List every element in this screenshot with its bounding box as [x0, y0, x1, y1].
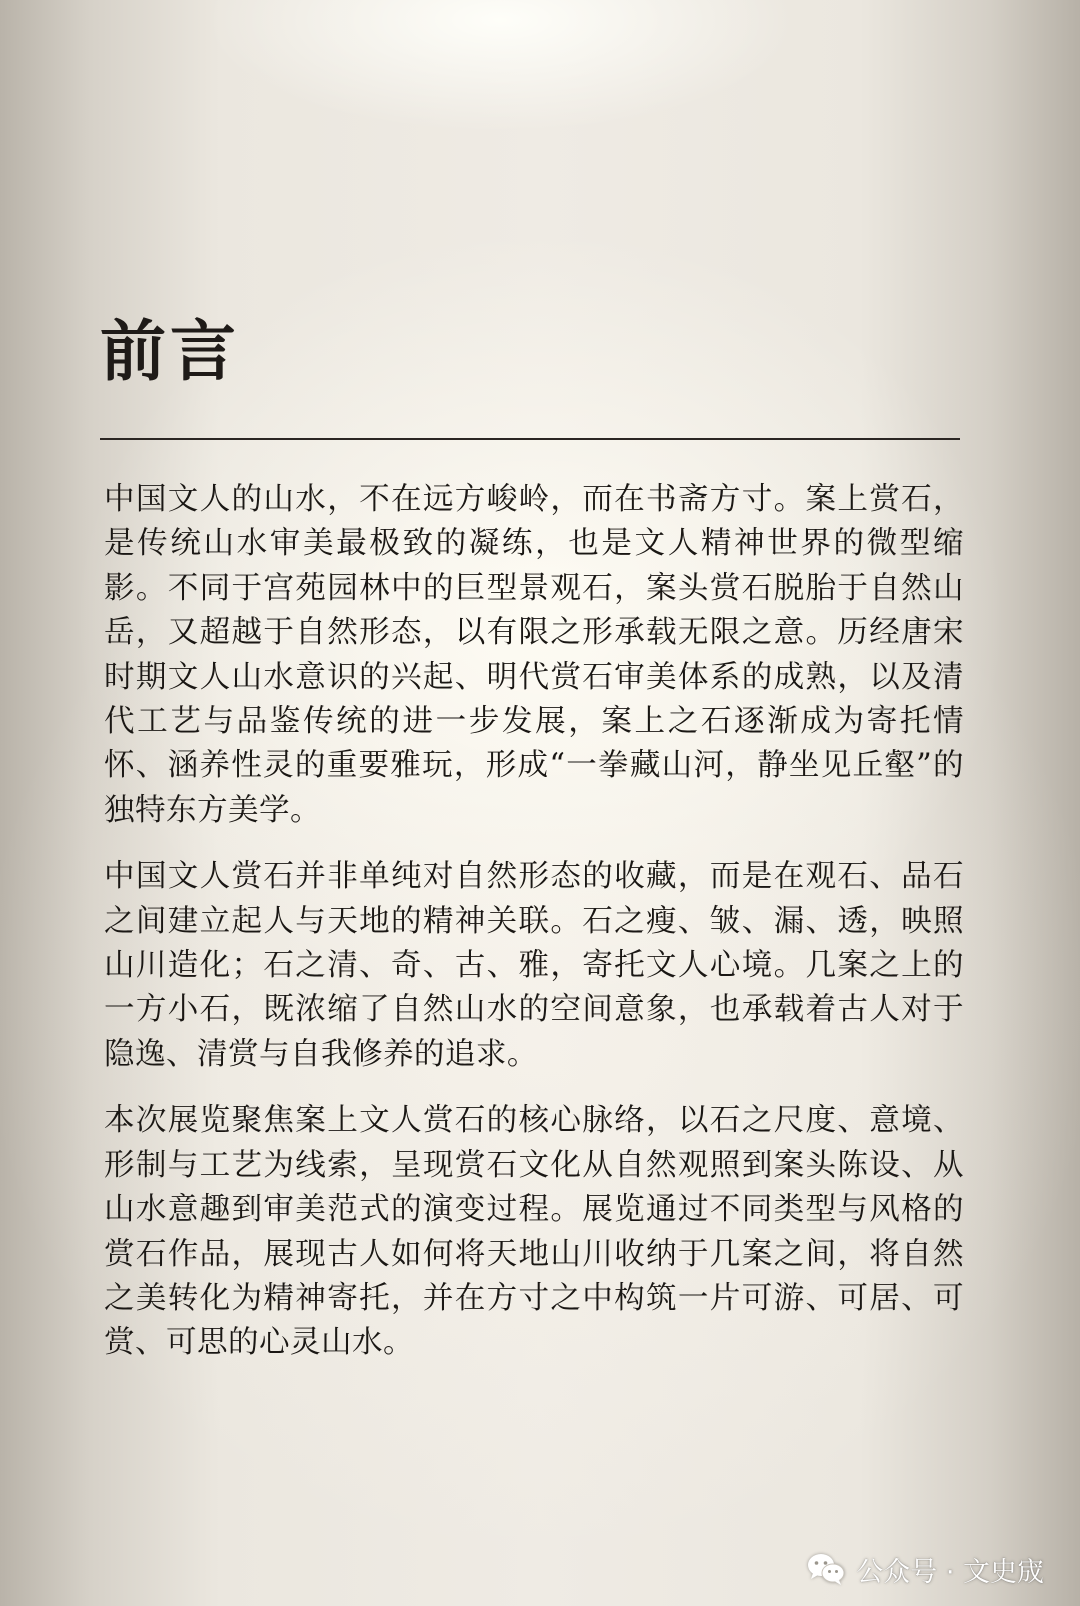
panel-title: 前言: [100, 312, 240, 390]
panel-body: [104, 478, 964, 1388]
watermark: [806, 1549, 1044, 1589]
wechat-icon: [806, 1552, 846, 1586]
paragraph-3: 本次展览聚焦案上文人赏石的核心脉络，以石之尺度、意境、形制与工艺为线索，呈现赏石文化从自然观照到案头陈设、从山水意趣到审美范式的演变过程。展览通过不同类型与风格的赏石作品，展现古人如何将天地山川收纳于几案之间，将自然之美转化为精神寄托，并在方寸之中构筑一片可游、可居、可赏、可思的心灵山水。: [104, 1103, 964, 1361]
paragraph-2: 中国文人赏石并非单纯对自然形态的收藏，而是在观石、品石之间建立起人与天地的精神关联。石之瘦、皱、漏、透，映照山川造化；石之清、奇、古、雅，寄托文人心境。几案之上的一方小石，既浓缩了自然山水的空间意象，也承载着古人对于隐逸、清赏与自我修养的追求。: [104, 859, 964, 1072]
paragraph-1: 中国文人的山水，不在远方峻岭，而在书斋方寸。案上赏石，是传统山水审美最极致的凝练，也是文人精神世界的微型缩影。不同于宫苑园林中的巨型景观石，案头赏石脱胎于自然山岳，又超越于自然形态，以有限之形承载无限之意。历经唐宋时期文人山水意识的兴起、明代赏石审美体系的成熟，以及清代工艺与品鉴传统的进一步发展，案上之石逐渐成为寄托情怀、涵养性灵的重要雅玩，形成“一拳藏山河，静坐见丘壑”的独特东方美学。: [104, 482, 964, 828]
title-divider: [100, 438, 960, 440]
watermark-text: 公众号 · 文史宬: [856, 1556, 1044, 1588]
